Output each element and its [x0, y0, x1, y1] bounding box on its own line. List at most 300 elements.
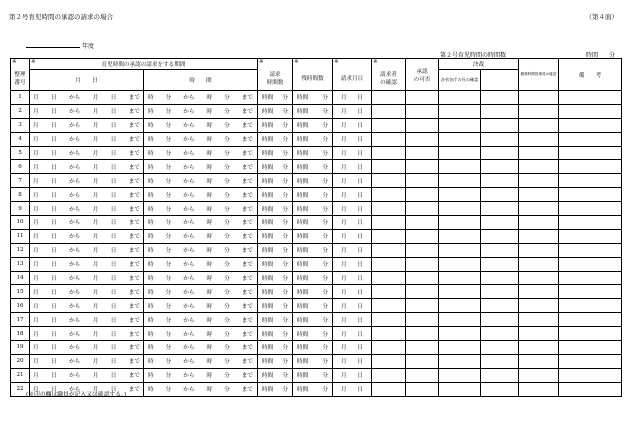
remaining-cell[interactable]: 時間 分: [293, 368, 333, 382]
row-number: 16: [11, 299, 30, 313]
row-number: 1: [11, 91, 30, 105]
remaining-cell[interactable]: 時間 分: [293, 132, 333, 146]
remaining-cell[interactable]: 時間 分: [293, 216, 333, 230]
remaining-cell[interactable]: 時間 分: [293, 382, 333, 396]
dept-head-check-cell[interactable]: [439, 229, 481, 243]
decision-blank-cell[interactable]: [481, 271, 519, 285]
time-range-cell[interactable]: 時 分 から 時 分 まで: [144, 202, 258, 216]
remarks-cell[interactable]: [559, 257, 622, 271]
time-range-cell[interactable]: 時 分 から 時 分 まで: [144, 91, 258, 105]
req-date-cell[interactable]: 月 日: [333, 327, 372, 341]
approve-cell[interactable]: [406, 160, 439, 174]
decision-blank-cell[interactable]: [481, 91, 519, 105]
row-number: 14: [11, 271, 30, 285]
remaining-cell[interactable]: 時間 分: [293, 104, 333, 118]
req-hours-cell[interactable]: 時間 分: [258, 174, 293, 188]
req-hours-cell[interactable]: 時間 分: [258, 299, 293, 313]
approve-cell[interactable]: [406, 354, 439, 368]
table-row: [11, 243, 622, 257]
decision-blank-cell[interactable]: [481, 160, 519, 174]
requester-check-cell[interactable]: [372, 382, 406, 396]
date-range-cell[interactable]: 月 日 から 月 日 まで: [30, 146, 144, 160]
date-range-cell[interactable]: 月 日 から 月 日 まで: [30, 202, 144, 216]
approve-cell[interactable]: [406, 146, 439, 160]
decision-blank-cell[interactable]: [481, 202, 519, 216]
table-row: [11, 341, 622, 355]
req-hours-cell[interactable]: 時間 分: [258, 132, 293, 146]
row-number: 18: [11, 327, 30, 341]
date-range-cell[interactable]: 月 日 から 月 日 まで: [30, 271, 144, 285]
hours-unit-hours: 時間: [586, 52, 599, 59]
time-range-cell[interactable]: 時 分 から 時 分 まで: [144, 118, 258, 132]
req-hours-cell[interactable]: 時間 分: [258, 118, 293, 132]
approve-cell[interactable]: [406, 327, 439, 341]
requester-check-cell[interactable]: [372, 91, 406, 105]
req-hours-cell[interactable]: 時間 分: [258, 354, 293, 368]
remaining-cell[interactable]: 時間 分: [293, 174, 333, 188]
req-date-cell[interactable]: 月 日: [333, 160, 372, 174]
dept-head-check-cell[interactable]: [439, 368, 481, 382]
approve-cell[interactable]: [406, 132, 439, 146]
remaining-cell[interactable]: 時間 分: [293, 271, 333, 285]
remaining-cell[interactable]: 時間 分: [293, 188, 333, 202]
approve-cell[interactable]: [406, 202, 439, 216]
req-hours-cell[interactable]: 時間 分: [258, 313, 293, 327]
dept-head-check-cell[interactable]: [439, 354, 481, 368]
requester-check-cell[interactable]: [372, 118, 406, 132]
remarks-cell[interactable]: [559, 299, 622, 313]
req-hours-cell[interactable]: 時間 分: [258, 327, 293, 341]
requester-check-cell[interactable]: [372, 188, 406, 202]
decision-blank-cell[interactable]: [481, 174, 519, 188]
col-remaining-header: ※ 残時間数: [293, 59, 333, 91]
requester-check-cell[interactable]: [372, 243, 406, 257]
date-range-cell[interactable]: 月 日 から 月 日 まで: [30, 299, 144, 313]
req-date-cell[interactable]: 月 日: [333, 271, 372, 285]
manager-check-cell[interactable]: [519, 202, 559, 216]
decision-blank-cell[interactable]: [481, 354, 519, 368]
time-range-cell[interactable]: 時 分 から 時 分 まで: [144, 313, 258, 327]
time-range-cell[interactable]: 時 分 から 時 分 まで: [144, 327, 258, 341]
dept-head-check-cell[interactable]: [439, 91, 481, 105]
date-range-cell[interactable]: 月 日 から 月 日 まで: [30, 174, 144, 188]
row-number: 4: [11, 132, 30, 146]
requester-check-cell[interactable]: [372, 229, 406, 243]
req-hours-cell[interactable]: 時間 分: [258, 243, 293, 257]
manager-check-cell[interactable]: [519, 341, 559, 355]
row-number: 11: [11, 229, 30, 243]
dept-head-check-cell[interactable]: [439, 118, 481, 132]
manager-check-cell[interactable]: [519, 285, 559, 299]
req-date-cell[interactable]: 月 日: [333, 188, 372, 202]
req-hours-cell[interactable]: 時間 分: [258, 216, 293, 230]
dept-head-check-cell[interactable]: [439, 188, 481, 202]
time-range-cell[interactable]: 時 分 から 時 分 まで: [144, 174, 258, 188]
row-number: 10: [11, 216, 30, 230]
dept-head-check-cell[interactable]: [439, 216, 481, 230]
requester-check-cell[interactable]: [372, 160, 406, 174]
manager-check-cell[interactable]: [519, 146, 559, 160]
manager-check-cell[interactable]: [519, 174, 559, 188]
decision-blank-cell[interactable]: [481, 132, 519, 146]
row-number: 15: [11, 285, 30, 299]
remarks-cell[interactable]: [559, 285, 622, 299]
date-range-cell[interactable]: 月 日 から 月 日 まで: [30, 327, 144, 341]
remarks-cell[interactable]: [559, 174, 622, 188]
col-manager-header: 勤務時間管理員の確認: [519, 59, 559, 91]
manager-check-cell[interactable]: [519, 327, 559, 341]
time-range-cell[interactable]: 時 分 から 時 分 まで: [144, 104, 258, 118]
col-req-hours-header: ※ 請求 時間数: [258, 59, 293, 91]
req-date-cell[interactable]: 月 日: [333, 132, 372, 146]
date-range-cell[interactable]: 月 日 から 月 日 まで: [30, 91, 144, 105]
req-hours-cell[interactable]: 時間 分: [258, 382, 293, 396]
requester-check-cell[interactable]: [372, 104, 406, 118]
time-range-cell[interactable]: 時 分 から 時 分 まで: [144, 341, 258, 355]
table-row: [11, 132, 622, 146]
manager-check-cell[interactable]: [519, 229, 559, 243]
table-row: [11, 174, 622, 188]
decision-blank-cell[interactable]: [481, 299, 519, 313]
req-date-cell[interactable]: 月 日: [333, 91, 372, 105]
date-range-cell[interactable]: 月 日 から 月 日 まで: [30, 229, 144, 243]
date-range-cell[interactable]: 月 日 から 月 日 まで: [30, 118, 144, 132]
time-range-cell[interactable]: 時 分 から 時 分 まで: [144, 382, 258, 396]
time-range-cell[interactable]: 時 分 から 時 分 まで: [144, 243, 258, 257]
approve-cell[interactable]: [406, 257, 439, 271]
req-hours-cell[interactable]: 時間 分: [258, 104, 293, 118]
form-title: 第２号育児時間の承認の請求の場合: [9, 13, 113, 21]
approve-cell[interactable]: [406, 216, 439, 230]
year-label: 年度: [82, 43, 95, 50]
footnote: (※印の欄は職員が記入又は確認する。): [26, 392, 127, 398]
remaining-cell[interactable]: 時間 分: [293, 202, 333, 216]
req-hours-cell[interactable]: 時間 分: [258, 285, 293, 299]
req-date-cell[interactable]: 月 日: [333, 257, 372, 271]
row-number: 19: [11, 341, 30, 355]
approve-cell[interactable]: [406, 104, 439, 118]
row-number: 5: [11, 146, 30, 160]
approve-cell[interactable]: [406, 313, 439, 327]
requester-check-cell[interactable]: [372, 327, 406, 341]
row-number: 13: [11, 257, 30, 271]
col-decision-blank: [481, 70, 519, 91]
dept-head-check-cell[interactable]: [439, 285, 481, 299]
remarks-cell[interactable]: [559, 382, 622, 396]
manager-check-cell[interactable]: [519, 382, 559, 396]
table-row: [11, 91, 622, 105]
req-hours-cell[interactable]: 時間 分: [258, 91, 293, 105]
dept-head-check-cell[interactable]: [439, 327, 481, 341]
manager-check-cell[interactable]: [519, 216, 559, 230]
approve-cell[interactable]: [406, 243, 439, 257]
table-row: [11, 354, 622, 368]
time-range-cell[interactable]: 時 分 から 時 分 まで: [144, 160, 258, 174]
time-range-cell[interactable]: 時 分 から 時 分 まで: [144, 132, 258, 146]
hours-unit-minutes: 分: [609, 52, 616, 59]
requester-check-cell[interactable]: [372, 174, 406, 188]
req-date-cell[interactable]: 月 日: [333, 118, 372, 132]
col-date-header: 月 日: [30, 70, 144, 91]
date-range-cell[interactable]: 月 日 から 月 日 まで: [30, 341, 144, 355]
approve-cell[interactable]: [406, 174, 439, 188]
remarks-cell[interactable]: [559, 160, 622, 174]
remarks-cell[interactable]: [559, 146, 622, 160]
date-range-cell[interactable]: 月 日 から 月 日 まで: [30, 313, 144, 327]
dept-head-check-cell[interactable]: [439, 271, 481, 285]
approve-cell[interactable]: [406, 382, 439, 396]
table-row: [11, 271, 622, 285]
remarks-cell[interactable]: [559, 91, 622, 105]
table-row: [11, 368, 622, 382]
time-range-cell[interactable]: 時 分 から 時 分 まで: [144, 229, 258, 243]
manager-check-cell[interactable]: [519, 299, 559, 313]
date-range-cell[interactable]: 月 日 から 月 日 まで: [30, 160, 144, 174]
decision-blank-cell[interactable]: [481, 243, 519, 257]
req-date-cell[interactable]: 月 日: [333, 104, 372, 118]
dept-head-check-cell[interactable]: [439, 160, 481, 174]
time-range-cell[interactable]: 時 分 から 時 分 まで: [144, 368, 258, 382]
date-range-cell[interactable]: 月 日 から 月 日 まで: [30, 382, 144, 396]
dept-head-check-cell[interactable]: [439, 341, 481, 355]
req-date-cell[interactable]: 月 日: [333, 354, 372, 368]
row-number: 3: [11, 118, 30, 132]
date-range-cell[interactable]: 月 日 から 月 日 まで: [30, 354, 144, 368]
time-range-cell[interactable]: 時 分 から 時 分 まで: [144, 271, 258, 285]
req-date-cell[interactable]: 月 日: [333, 382, 372, 396]
approve-cell[interactable]: [406, 91, 439, 105]
remarks-cell[interactable]: [559, 271, 622, 285]
remaining-cell[interactable]: 時間 分: [293, 91, 333, 105]
date-range-cell[interactable]: 月 日 から 月 日 まで: [30, 243, 144, 257]
approve-cell[interactable]: [406, 299, 439, 313]
req-date-cell[interactable]: 月 日: [333, 202, 372, 216]
date-range-cell[interactable]: 月 日 から 月 日 まで: [30, 188, 144, 202]
table-row: [11, 285, 622, 299]
req-hours-cell[interactable]: 時間 分: [258, 188, 293, 202]
date-range-cell[interactable]: 月 日 から 月 日 まで: [30, 285, 144, 299]
req-hours-cell[interactable]: 時間 分: [258, 229, 293, 243]
manager-check-cell[interactable]: [519, 188, 559, 202]
req-date-cell[interactable]: 月 日: [333, 341, 372, 355]
row-number: 8: [11, 188, 30, 202]
year-input-line[interactable]: [26, 47, 80, 48]
manager-check-cell[interactable]: [519, 91, 559, 105]
hours-label: 第２号育児時間の時間数: [440, 52, 507, 59]
decision-blank-cell[interactable]: [481, 188, 519, 202]
remarks-cell[interactable]: [559, 327, 622, 341]
time-range-cell[interactable]: 時 分 から 時 分 まで: [144, 354, 258, 368]
manager-check-cell[interactable]: [519, 354, 559, 368]
manager-check-cell[interactable]: [519, 118, 559, 132]
remaining-cell[interactable]: 時間 分: [293, 327, 333, 341]
manager-check-cell[interactable]: [519, 104, 559, 118]
col-approve-header: 承認 の可否: [406, 59, 439, 91]
decision-blank-cell[interactable]: [481, 327, 519, 341]
decision-blank-cell[interactable]: [481, 257, 519, 271]
approve-cell[interactable]: [406, 118, 439, 132]
time-range-cell[interactable]: 時 分 から 時 分 まで: [144, 146, 258, 160]
row-number: 20: [11, 354, 30, 368]
req-date-cell[interactable]: 月 日: [333, 146, 372, 160]
req-hours-cell[interactable]: 時間 分: [258, 160, 293, 174]
time-range-cell[interactable]: 時 分 から 時 分 まで: [144, 188, 258, 202]
decision-blank-cell[interactable]: [481, 146, 519, 160]
dept-head-check-cell[interactable]: [439, 313, 481, 327]
requester-check-cell[interactable]: [372, 271, 406, 285]
table-row: [11, 216, 622, 230]
remarks-cell[interactable]: [559, 216, 622, 230]
req-date-cell[interactable]: 月 日: [333, 229, 372, 243]
manager-check-cell[interactable]: [519, 257, 559, 271]
date-range-cell[interactable]: 月 日 から 月 日 まで: [30, 257, 144, 271]
row-number: 2: [11, 104, 30, 118]
requester-check-cell[interactable]: [372, 354, 406, 368]
remarks-cell[interactable]: [559, 202, 622, 216]
period-header: ※ 育児時間の承認の請求をする期間: [30, 59, 258, 70]
remarks-cell[interactable]: [559, 104, 622, 118]
remaining-cell[interactable]: 時間 分: [293, 257, 333, 271]
row-number: 21: [11, 368, 30, 382]
row-number: 6: [11, 160, 30, 174]
approve-cell[interactable]: [406, 229, 439, 243]
requester-check-cell[interactable]: [372, 202, 406, 216]
dept-head-check-cell[interactable]: [439, 243, 481, 257]
req-hours-cell[interactable]: 時間 分: [258, 146, 293, 160]
remaining-cell[interactable]: 時間 分: [293, 354, 333, 368]
remaining-cell[interactable]: 時間 分: [293, 118, 333, 132]
decision-header: 決裁: [439, 59, 519, 70]
col-remarks-header: 備 考: [559, 59, 622, 91]
time-range-cell[interactable]: 時 分 から 時 分 まで: [144, 216, 258, 230]
req-date-cell[interactable]: 月 日: [333, 299, 372, 313]
approve-cell[interactable]: [406, 271, 439, 285]
dept-head-check-cell[interactable]: [439, 257, 481, 271]
requester-check-cell[interactable]: [372, 132, 406, 146]
date-range-cell[interactable]: 月 日 から 月 日 まで: [30, 104, 144, 118]
remarks-cell[interactable]: [559, 313, 622, 327]
approve-cell[interactable]: [406, 368, 439, 382]
decision-blank-cell[interactable]: [481, 216, 519, 230]
requester-check-cell[interactable]: [372, 257, 406, 271]
manager-check-cell[interactable]: [519, 160, 559, 174]
table-row: [11, 313, 622, 327]
requester-check-cell[interactable]: [372, 341, 406, 355]
req-date-cell[interactable]: 月 日: [333, 174, 372, 188]
req-hours-cell[interactable]: 時間 分: [258, 271, 293, 285]
remarks-cell[interactable]: [559, 118, 622, 132]
dept-head-check-cell[interactable]: [439, 299, 481, 313]
table-row: [11, 299, 622, 313]
remaining-cell[interactable]: 時間 分: [293, 285, 333, 299]
remarks-cell[interactable]: [559, 243, 622, 257]
manager-check-cell[interactable]: [519, 368, 559, 382]
table-row: [11, 146, 622, 160]
approve-cell[interactable]: [406, 341, 439, 355]
dept-head-check-cell[interactable]: [439, 202, 481, 216]
decision-blank-cell[interactable]: [481, 382, 519, 396]
remaining-cell[interactable]: 時間 分: [293, 160, 333, 174]
approve-cell[interactable]: [406, 285, 439, 299]
row-number: 9: [11, 202, 30, 216]
remarks-cell[interactable]: [559, 229, 622, 243]
col-req-date-header: ※ 請求月日: [333, 59, 372, 91]
remarks-cell[interactable]: [559, 132, 622, 146]
manager-check-cell[interactable]: [519, 243, 559, 257]
time-range-cell[interactable]: 時 分 から 時 分 まで: [144, 257, 258, 271]
dept-head-check-cell[interactable]: [439, 382, 481, 396]
remaining-cell[interactable]: 時間 分: [293, 146, 333, 160]
decision-blank-cell[interactable]: [481, 229, 519, 243]
decision-blank-cell[interactable]: [481, 368, 519, 382]
dept-head-check-cell[interactable]: [439, 104, 481, 118]
row-number: 7: [11, 174, 30, 188]
table-row: [11, 257, 622, 271]
col-number-header: ※ 整理 番号: [11, 59, 30, 91]
requester-check-cell[interactable]: [372, 368, 406, 382]
remarks-cell[interactable]: [559, 188, 622, 202]
col-dept-head-header: 各省各庁の長の確認: [439, 70, 481, 91]
req-date-cell[interactable]: 月 日: [333, 243, 372, 257]
dept-head-check-cell[interactable]: [439, 146, 481, 160]
dept-head-check-cell[interactable]: [439, 174, 481, 188]
requester-check-cell[interactable]: [372, 299, 406, 313]
remaining-cell[interactable]: 時間 分: [293, 341, 333, 355]
row-number: 17: [11, 313, 30, 327]
table-row: [11, 160, 622, 174]
decision-blank-cell[interactable]: [481, 118, 519, 132]
remaining-cell[interactable]: 時間 分: [293, 313, 333, 327]
req-hours-cell[interactable]: 時間 分: [258, 368, 293, 382]
req-hours-cell[interactable]: 時間 分: [258, 341, 293, 355]
table-row: [11, 202, 622, 216]
date-range-cell[interactable]: 月 日 から 月 日 まで: [30, 368, 144, 382]
approve-cell[interactable]: [406, 188, 439, 202]
requester-check-cell[interactable]: [372, 313, 406, 327]
req-date-cell[interactable]: 月 日: [333, 313, 372, 327]
decision-blank-cell[interactable]: [481, 285, 519, 299]
remarks-cell[interactable]: [559, 368, 622, 382]
dept-head-check-cell[interactable]: [439, 132, 481, 146]
requester-check-cell[interactable]: [372, 146, 406, 160]
req-hours-cell[interactable]: 時間 分: [258, 257, 293, 271]
remarks-cell[interactable]: [559, 341, 622, 355]
table-row: [11, 118, 622, 132]
manager-check-cell[interactable]: [519, 313, 559, 327]
requester-check-cell[interactable]: [372, 216, 406, 230]
remarks-cell[interactable]: [559, 354, 622, 368]
remaining-cell[interactable]: 時間 分: [293, 299, 333, 313]
manager-check-cell[interactable]: [519, 271, 559, 285]
req-date-cell[interactable]: 月 日: [333, 216, 372, 230]
req-hours-cell[interactable]: 時間 分: [258, 202, 293, 216]
date-range-cell[interactable]: 月 日 から 月 日 まで: [30, 132, 144, 146]
req-date-cell[interactable]: 月 日: [333, 368, 372, 382]
manager-check-cell[interactable]: [519, 132, 559, 146]
remaining-cell[interactable]: 時間 分: [293, 243, 333, 257]
decision-blank-cell[interactable]: [481, 104, 519, 118]
time-range-cell[interactable]: 時 分 から 時 分 まで: [144, 285, 258, 299]
date-range-cell[interactable]: 月 日 から 月 日 まで: [30, 216, 144, 230]
decision-blank-cell[interactable]: [481, 341, 519, 355]
remaining-cell[interactable]: 時間 分: [293, 229, 333, 243]
col-requester-header: ※ 請求者 の確認: [372, 59, 406, 91]
time-range-cell[interactable]: 時 分 から 時 分 まで: [144, 299, 258, 313]
decision-blank-cell[interactable]: [481, 313, 519, 327]
req-date-cell[interactable]: 月 日: [333, 285, 372, 299]
requester-check-cell[interactable]: [372, 285, 406, 299]
row-number: 12: [11, 243, 30, 257]
